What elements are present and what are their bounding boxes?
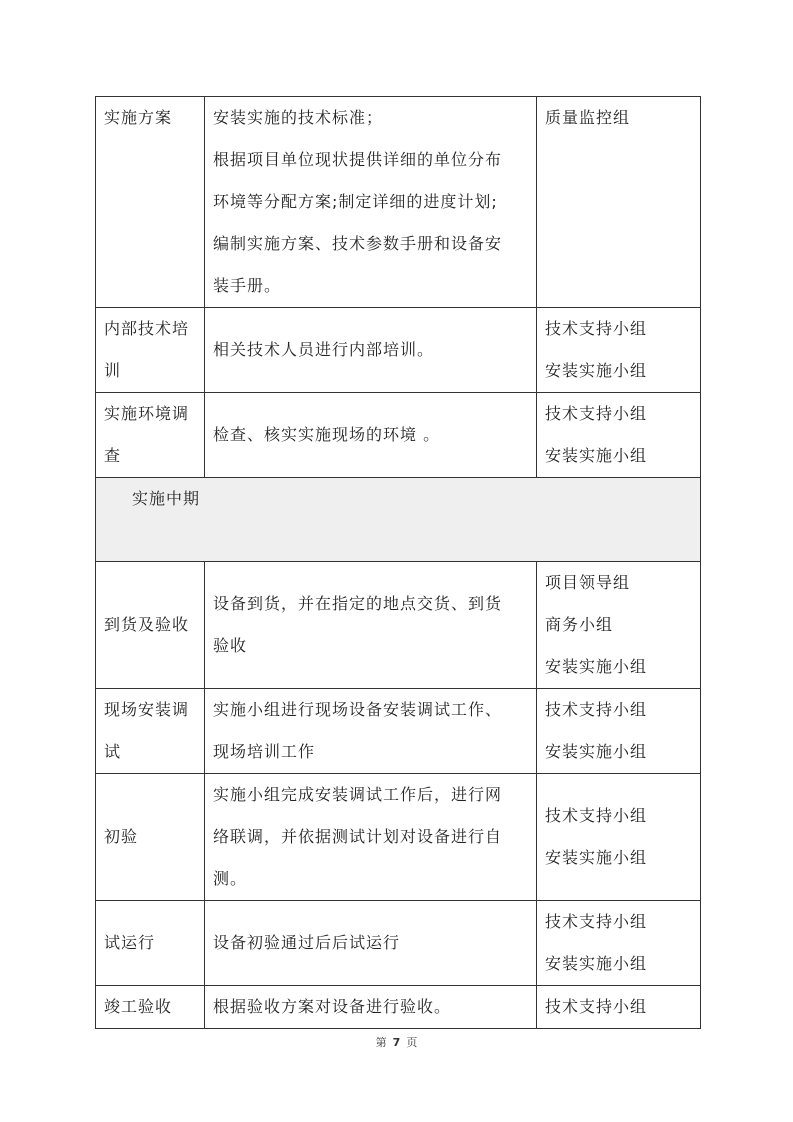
content-cell: [205, 308, 537, 393]
content-cell: [205, 97, 537, 308]
team-label: 质量监控组: [545, 108, 631, 127]
team-label: 安装实施小组: [545, 848, 648, 867]
content-cell: [205, 986, 537, 1029]
table-row: [96, 774, 701, 901]
content-line: 检查、核实实施现场的环境 。: [213, 425, 441, 444]
content-cell: [205, 562, 537, 689]
team-label: 项目领导组: [545, 573, 631, 592]
table-row: [96, 986, 701, 1029]
implementation-plan-table: [95, 96, 701, 1029]
content-line: 根据验收方案对设备进行验收。: [213, 997, 452, 1016]
stage-label: 竣工验收: [104, 997, 173, 1016]
stage-cell: [96, 308, 205, 393]
team-cell: [537, 689, 701, 774]
team-label: 技术支持小组: [545, 912, 648, 931]
team-cell: [537, 308, 701, 393]
team-label: 技术支持小组: [545, 319, 648, 338]
phase-row: [96, 478, 701, 562]
content-line: 相关技术人员进行内部培训。: [213, 340, 435, 359]
stage-cell: [96, 393, 205, 478]
team-cell: [537, 393, 701, 478]
team-cell: [537, 97, 701, 308]
stage-cell: [96, 689, 205, 774]
team-cell: [537, 562, 701, 689]
team-cell: [537, 901, 701, 986]
stage-cell: [96, 562, 205, 689]
phase-title: 实施中期: [96, 478, 701, 562]
team-label: 商务小组: [545, 615, 614, 634]
table-row: [96, 562, 701, 689]
content-line: 根据项目单位现状提供详细的单位分布: [213, 150, 503, 169]
stage-label: 实施方案: [104, 108, 173, 127]
team-cell: [537, 986, 701, 1029]
team-label: 安装实施小组: [545, 657, 648, 676]
stage-label: 内部技术培训: [104, 319, 190, 380]
content-line: 测。: [213, 869, 248, 888]
team-label: 安装实施小组: [545, 742, 648, 761]
team-label: 安装实施小组: [545, 446, 648, 465]
content-line: 现场培训工作: [213, 742, 316, 761]
footer-suffix: 页: [406, 1036, 418, 1049]
page-number: 7: [392, 1036, 401, 1049]
stage-cell: [96, 986, 205, 1029]
content-line: 实施小组进行现场设备安装调试工作、: [213, 700, 503, 719]
table-row: [96, 901, 701, 986]
content-cell: [205, 393, 537, 478]
table-row: [96, 308, 701, 393]
table-row: [96, 689, 701, 774]
content-cell: [205, 689, 537, 774]
content-line: 装手册。: [213, 276, 282, 295]
stage-label: 初验: [104, 827, 139, 846]
team-cell: [537, 774, 701, 901]
content-cell: [205, 774, 537, 901]
table-row: [96, 393, 701, 478]
content-line: 实施小组完成安装调试工作后，进行网: [213, 785, 503, 804]
stage-label: 实施环境调查: [104, 404, 190, 465]
footer-prefix: 第: [375, 1036, 387, 1049]
content-line: 设备初验通过后后试运行: [213, 933, 401, 952]
team-label: 安装实施小组: [545, 954, 648, 973]
content-line: 编制实施方案、技术参数手册和设备安: [213, 234, 503, 253]
stage-cell: [96, 901, 205, 986]
content-line: 验收: [213, 636, 248, 655]
stage-cell: [96, 774, 205, 901]
team-label: 安装实施小组: [545, 361, 648, 380]
content-cell: [205, 901, 537, 986]
content-line: 安装实施的技术标准；: [213, 108, 384, 127]
team-label: 技术支持小组: [545, 404, 648, 423]
content-line: 络联调，并依据测试计划对设备进行自: [213, 827, 503, 846]
stage-label: 现场安装调试: [104, 700, 190, 761]
stage-label: 到货及验收: [104, 615, 190, 634]
page-footer: [0, 1034, 793, 1050]
team-label: 技术支持小组: [545, 700, 648, 719]
stage-label: 试运行: [104, 933, 156, 952]
team-label: 技术支持小组: [545, 806, 648, 825]
team-label: 技术支持小组: [545, 997, 648, 1016]
content-line: 环境等分配方案;制定详细的进度计划;: [213, 192, 498, 211]
stage-cell: [96, 97, 205, 308]
table-row: [96, 97, 701, 308]
content-line: 设备到货，并在指定的地点交货、到货: [213, 594, 503, 613]
